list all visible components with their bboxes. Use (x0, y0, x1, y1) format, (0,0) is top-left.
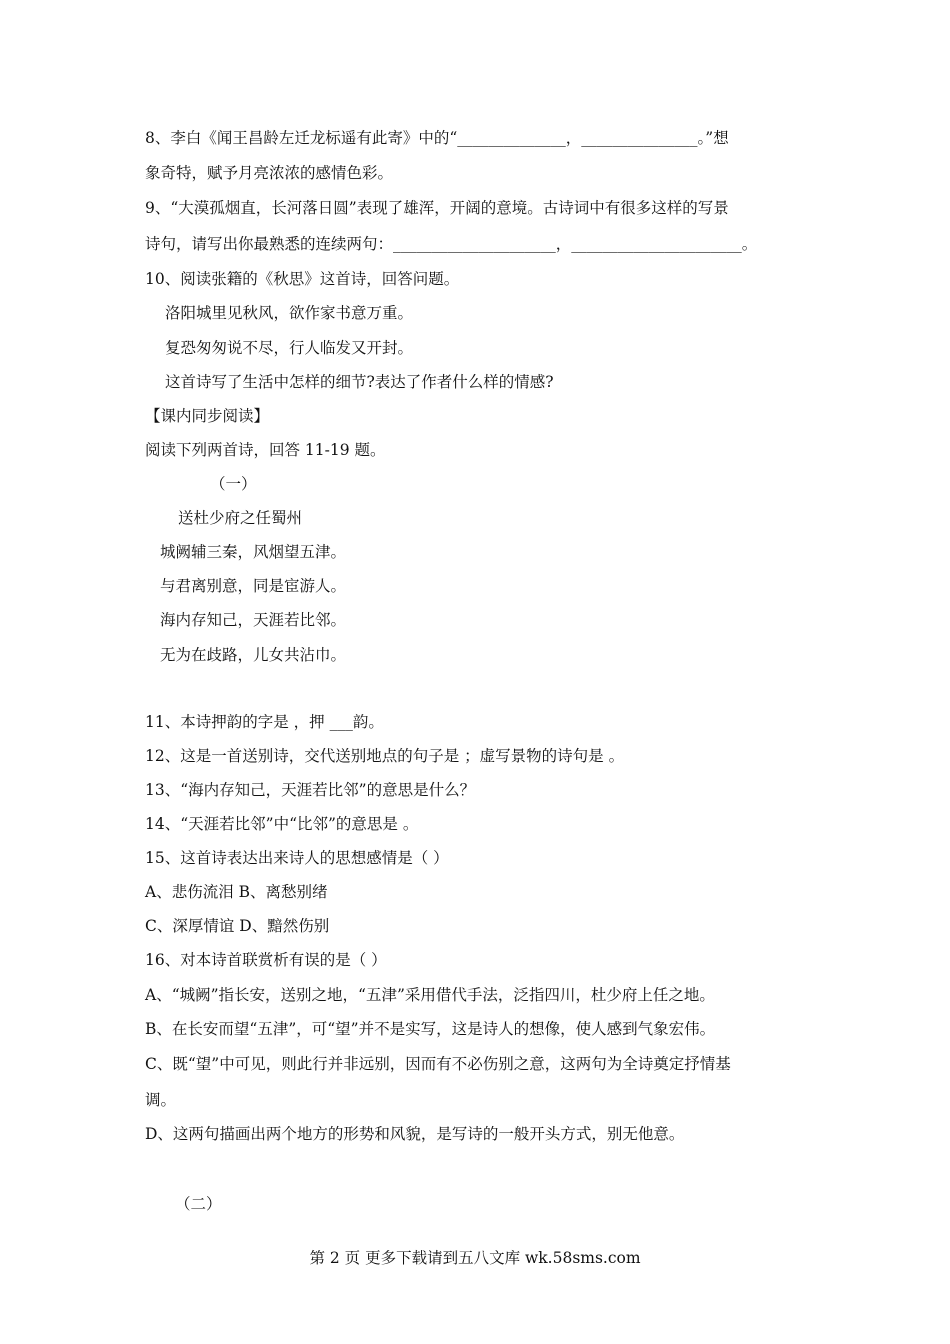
poem-qiusi-line-1: 洛阳城里见秋风，欲作家书意万重。 (165, 304, 414, 322)
question-9-line-1: 9、“大漠孤烟直，长河落日圆”表现了雄浑，开阔的意境。古诗词中有很多这样的写景 (145, 199, 729, 217)
question-8-line-2: 象奇特，赋予月亮浓浓的感情色彩。 (145, 164, 394, 182)
question-13: 13、“海内存知己，天涯若比邻”的意思是什么？ (145, 781, 476, 799)
question-16: 16、对本诗首联赏析有误的是（ ） (145, 951, 387, 969)
question-15-options-ab: A、悲伤流泪 B、离愁别绪 (145, 883, 328, 901)
question-15: 15、这首诗表达出来诗人的思想感情是（ ） (145, 849, 449, 867)
question-16-option-d: D、这两句描画出两个地方的形势和风貌，是写诗的一般开头方式，别无他意。 (145, 1125, 685, 1143)
question-12: 12、这是一首送别诗，交代送别地点的句子是 ；虚写景物的诗句是 。 (145, 747, 625, 765)
question-11: 11、本诗押韵的字是 ，押 ___韵。 (145, 713, 384, 731)
poem-verse-4: 无为在歧路，儿女共沾巾。 (160, 646, 347, 664)
poem-verse-1: 城阙辅三秦，风烟望五津。 (160, 543, 347, 561)
poem-qiusi-line-2: 复恐匆匆说不尽，行人临发又开封。 (165, 339, 414, 357)
question-16-option-b: B、在长安而望“五津”，可“望”并不是实写，这是诗人的想像，使人感到气象宏伟。 (145, 1020, 716, 1038)
question-16-option-a: A、“城阙”指长安，送别之地，“五津”采用借代手法，泛指四川，杜少府上任之地。 (145, 986, 715, 1004)
section-heading: 【课内同步阅读】 (145, 407, 270, 425)
poem-verse-2: 与君离别意，同是宦游人。 (160, 577, 347, 595)
question-10-prompt: 这首诗写了生活中怎样的细节?表达了作者什么样的情感? (165, 373, 554, 391)
question-9-line-2: 诗句，请写出你最熟悉的连续两句：_____________________，______________________。 (145, 235, 758, 253)
poem-title: 送杜少府之任蜀州 (178, 509, 303, 527)
part-1-label: （一） (210, 475, 257, 493)
question-16-option-c-line-1: C、既“望”中可见，则此行并非远别，因而有不必伤别之意，这两句为全诗奠定抒情基 (145, 1055, 731, 1073)
reading-intro: 阅读下列两首诗，回答 11-19 题。 (145, 441, 386, 459)
page-footer: 第 2 页 更多下载请到五八文库 wk.58sms.com (309, 1249, 641, 1267)
question-14: 14、“天涯若比邻”中“比邻”的意思是 。 (145, 815, 419, 833)
question-15-options-cd: C、深厚情谊 D、黯然伤别 (145, 917, 330, 935)
question-10: 10、阅读张籍的《秋思》这首诗，回答问题。 (145, 270, 460, 288)
poem-verse-3: 海内存知己，天涯若比邻。 (160, 611, 347, 629)
question-16-option-c-line-2: 调。 (145, 1091, 177, 1109)
question-8-line-1: 8、李白《闻王昌龄左迁龙标遥有此寄》中的“______________，_______________。”想 (145, 129, 729, 147)
part-2-label: （二） (175, 1195, 222, 1213)
